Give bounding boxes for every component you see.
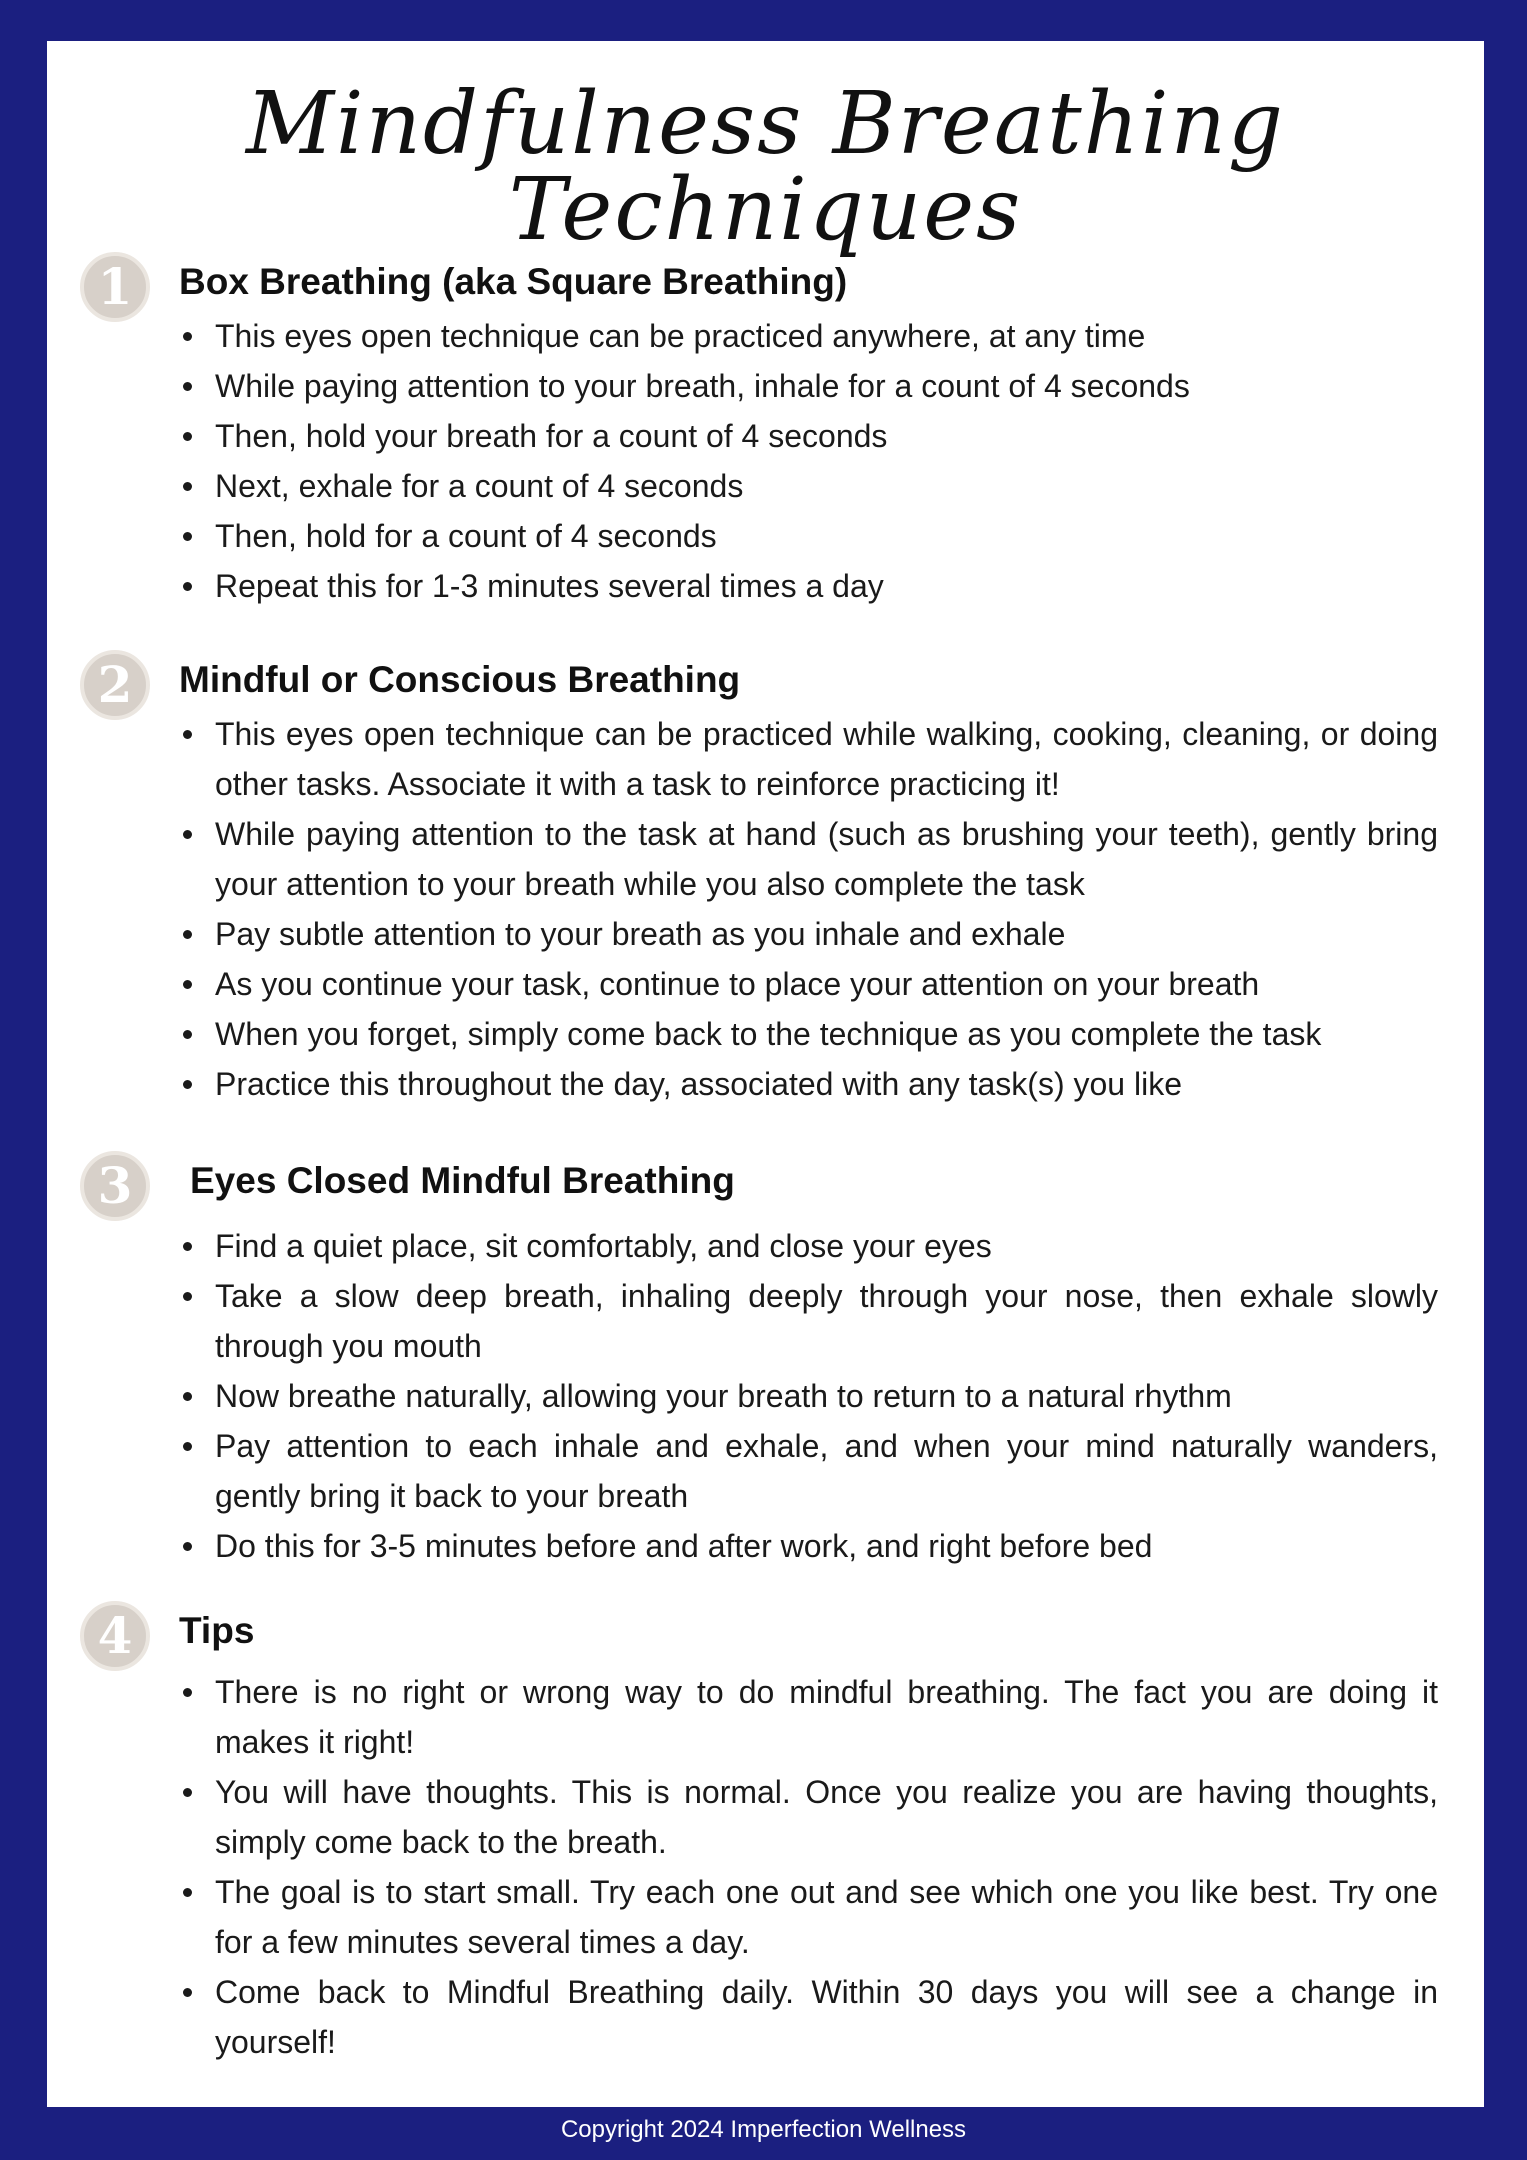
list-item: Now breathe naturally, allowing your breath to return to a natural rhythm (215, 1371, 1438, 1421)
number-badge-3: 3 (80, 1151, 150, 1221)
list-item: You will have thoughts. This is normal. Once you realize you are having thoughts, simply come back to the breath. (215, 1767, 1438, 1867)
document-page (47, 41, 1484, 2107)
list-item: There is no right or wrong way to do mindful breathing. The fact you are doing it makes it right! (215, 1667, 1438, 1767)
list-item: The goal is to start small. Try each one out and see which one you like best. Try one for a few minutes several times a day. (215, 1867, 1438, 1967)
number-badge-2: 2 (80, 650, 150, 720)
section-heading: Tips (179, 1610, 255, 1651)
list-item: Come back to Mindful Breathing daily. Within 30 days you will see a change in yourself! (215, 1967, 1438, 2067)
section-heading: Mindful or Conscious Breathing (179, 659, 741, 700)
list-item: Then, hold your breath for a count of 4 seconds (215, 411, 1438, 461)
section-heading: Box Breathing (aka Square Breathing) (179, 261, 848, 302)
list-item: Do this for 3-5 minutes before and after work, and right before bed (215, 1521, 1438, 1571)
list-item: Find a quiet place, sit comfortably, and close your eyes (215, 1221, 1438, 1271)
list-item: Take a slow deep breath, inhaling deeply through your nose, then exhale slowly through you mouth (215, 1271, 1438, 1371)
section-heading: Eyes Closed Mindful Breathing (190, 1160, 735, 1201)
list-item: This eyes open technique can be practiced while walking, cooking, cleaning, or doing other tasks. Associate it with a task to reinforce practicing it! (215, 709, 1438, 809)
list-item: Next, exhale for a count of 4 seconds (215, 461, 1438, 511)
list-item: Then, hold for a count of 4 seconds (215, 511, 1438, 561)
list-item: While paying attention to your breath, inhale for a count of 4 seconds (215, 361, 1438, 411)
list-item: Pay attention to each inhale and exhale, and when your mind naturally wanders, gently bring it back to your breath (215, 1421, 1438, 1521)
bullet-list (215, 1221, 1438, 1571)
list-item: As you continue your task, continue to place your attention on your breath (215, 959, 1438, 1009)
bullet-list (215, 1667, 1438, 2067)
list-item: This eyes open technique can be practiced anywhere, at any time (215, 311, 1438, 361)
list-item: Pay subtle attention to your breath as you inhale and exhale (215, 909, 1438, 959)
page-title: Mindfulness Breathing Techniques (246, 74, 1285, 260)
bullet-list (215, 709, 1438, 1109)
list-item: While paying attention to the task at hand (such as brushing your teeth), gently bring your attention to your breath while you also complete the task (215, 809, 1438, 909)
bullet-list (215, 311, 1438, 611)
list-item: Repeat this for 1-3 minutes several times a day (215, 561, 1438, 611)
number-badge-4: 4 (80, 1601, 150, 1671)
copyright-footer: Copyright 2024 Imperfection Wellness (560, 2116, 967, 2143)
number-badge-1: 1 (80, 252, 150, 322)
list-item: When you forget, simply come back to the technique as you complete the task (215, 1009, 1438, 1059)
list-item: Practice this throughout the day, associated with any task(s) you like (215, 1059, 1438, 1109)
